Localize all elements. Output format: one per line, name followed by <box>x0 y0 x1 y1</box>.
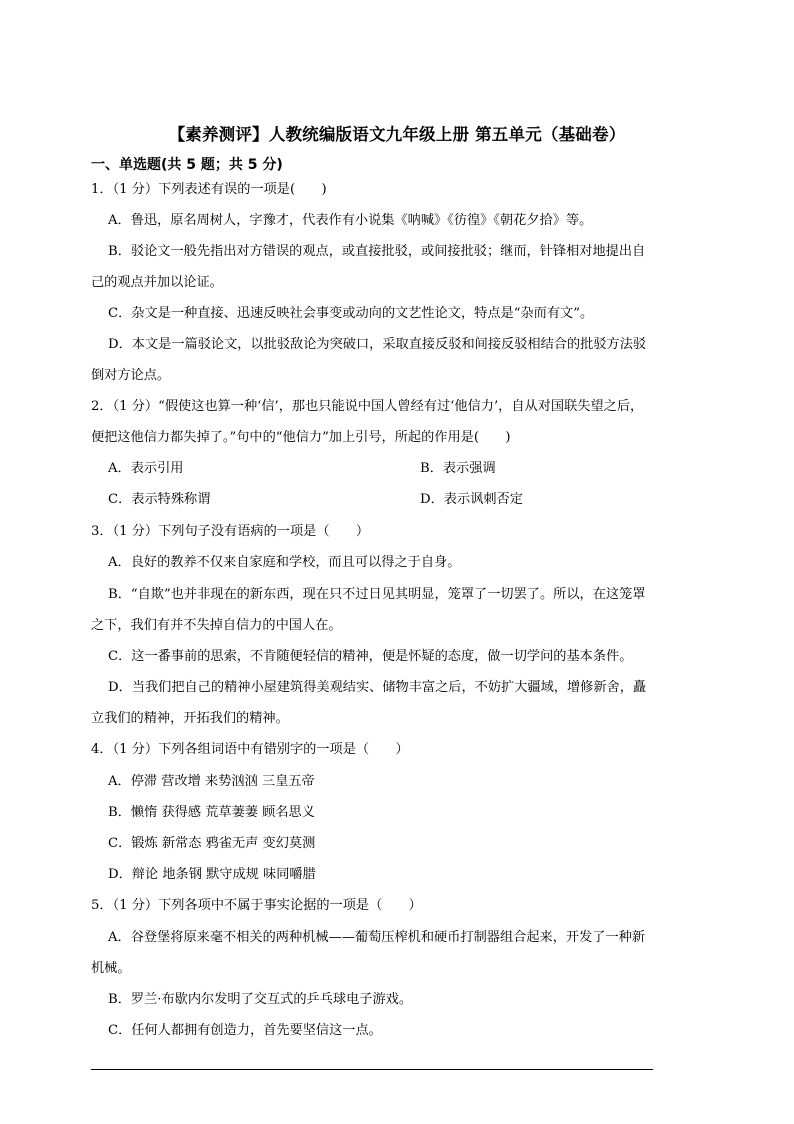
document-title: 【素养测评】人教统编版语文九年级上册 第五单元（基础卷） <box>168 125 626 144</box>
question-2-option-d: D．表示讽刺否定 <box>420 492 523 507</box>
question-3-option-d-cont: 立我们的精神，开拓我们的精神。 <box>91 711 289 726</box>
question-1-option-d-cont: 倒对方论点。 <box>91 368 171 383</box>
question-4-option-a: A．停滞 营改增 来势汹汹 三皇五帝 <box>108 774 315 789</box>
footer-divider <box>91 1069 653 1070</box>
question-4-stem: 4．（1 分）下列各组词语中有错别字的一项是（ ） <box>91 742 409 757</box>
section-heading: 一、单选题(共 5 题；共 5 分) <box>91 157 283 173</box>
question-3-option-d: D．当我们把自己的精神小屋建筑得美观结实、储物丰富之后，不妨扩大疆域，增修新舍，矗 <box>108 680 647 695</box>
question-2-stem-cont: 便把这他信力都失掉了。”句中的“他信力”加上引号，所起的作用是( ) <box>91 430 511 445</box>
question-1-option-b-cont: 己的观点并加以论证。 <box>91 275 223 290</box>
question-4-option-d: D．辩论 地条钢 默守成规 味同嚼腊 <box>108 867 316 882</box>
question-1-option-c: C．杂文是一种直接、迅速反映社会事变或动向的文艺性论文，特点是“杂而有文”。 <box>108 306 594 321</box>
question-3-option-b: B．“自欺”也并非现在的新东西，现在只不过日见其明显，笼罩了一切罢了。所以，在这笼罩 <box>108 587 646 602</box>
question-5-option-c: C．任何人都拥有创造力，首先要坚信这一点。 <box>108 1023 382 1038</box>
question-2-stem: 2．（1 分）“假使这也算一种‘信’，那也只能说中国人曾经有过‘他信力’，自从对国联失望之后， <box>91 399 644 414</box>
question-1-option-a: A．鲁迅，原名周树人，字豫才，代表作有小说集《呐喊》《彷徨》《朝花夕拾》等。 <box>108 213 593 228</box>
question-1-option-b: B．驳论文一般先指出对方错误的观点，或直接批驳，或间接批驳；继而，针锋相对地提出自 <box>108 244 646 259</box>
question-3-option-c: C．这一番事前的思索，不肯随便轻信的精神，便是怀疑的态度，做一切学问的基本条件。 <box>108 649 633 664</box>
question-5-stem: 5．（1 分）下列各项中不属于事实论据的一项是（ ） <box>91 898 422 913</box>
question-4-option-c: C．锻炼 新常态 鸦雀无声 变幻莫测 <box>108 836 316 851</box>
question-3-stem: 3．（1 分）下列句子没有语病的一项是（ ） <box>91 524 370 539</box>
question-1-stem: 1．（1 分）下列表述有误的一项是( ) <box>91 182 327 197</box>
question-5-option-b: B．罗兰·布歇内尔发明了交互式的乒乓球电子游戏。 <box>108 992 413 1007</box>
question-5-option-a: A．谷登堡将原来毫不相关的两种机械——葡萄压榨机和硬币打制器组合起来，开发了一种新 <box>108 930 646 945</box>
question-4-option-b: B．懒惰 获得感 荒草萋萋 顾名思义 <box>108 805 315 820</box>
question-2-option-a: A．表示引用 <box>108 461 184 476</box>
question-3-option-a: A．良好的教养不仅来自家庭和学校，而且可以得之于自身。 <box>108 555 461 570</box>
question-1-option-d: D．本文是一篇驳论文，以批驳敌论为突破口，采取直接反驳和间接反驳相结合的批驳方法驳 <box>108 337 647 352</box>
question-5-option-a-cont: 机械。 <box>91 961 131 976</box>
question-3-option-b-cont: 之下，我们有并不失掉自信力的中国人在。 <box>91 618 342 633</box>
question-2-option-c: C．表示特殊称谓 <box>108 492 211 507</box>
question-2-option-b: B．表示强调 <box>420 461 496 476</box>
